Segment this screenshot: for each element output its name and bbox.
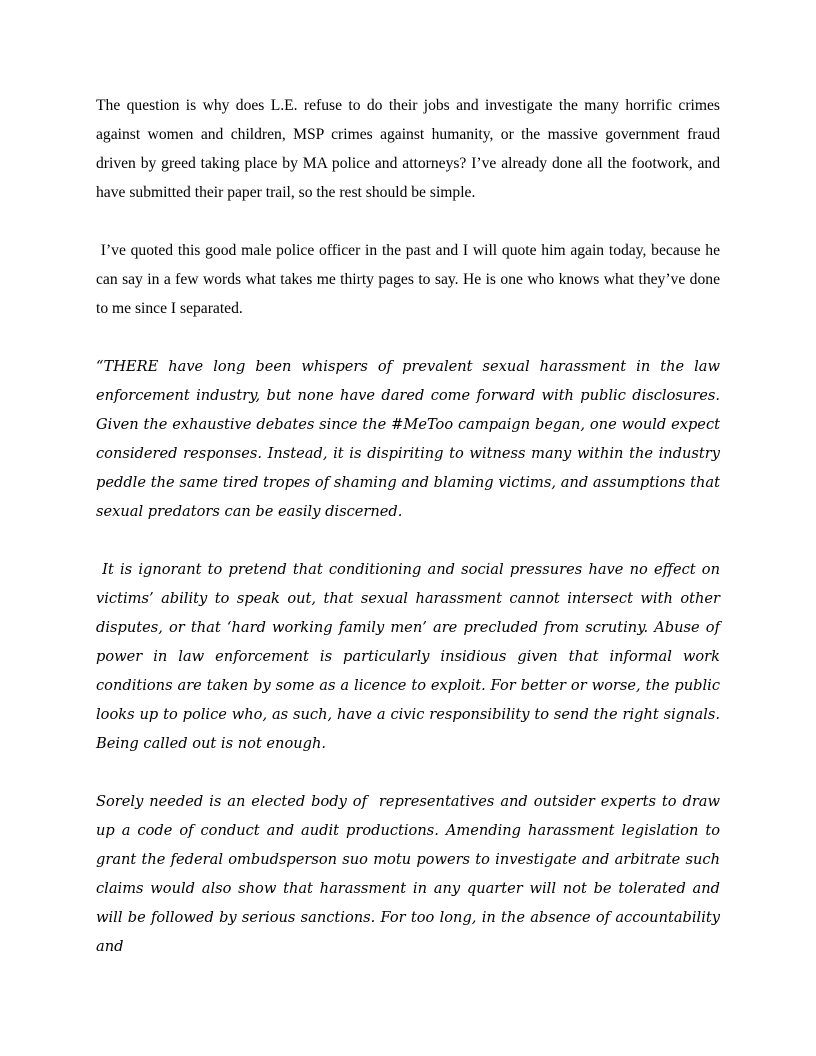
- paragraph-quote-metoo: “THERE have long been whispers of prevalent sexual harassment in the law enforcement industry, but none have dared come forward with public disclosures. Given the exhaustive debates since the #MeToo campaign began, one would expect considered responses. Instead, it is dispiriting to witness many within the industry peddle the same tired tropes of shaming and blaming victims, and assumptions that sexual predators can be easily discerned.: [96, 358, 720, 520]
- document-page: [96, 91, 720, 990]
- paragraph-quote-elected-body: Sorely needed is an elected body of representatives and outsider experts to draw up a code of conduct and audit productions. Amending harassment legislation to grant the federal ombudsperson suo motu powers to investigate and arbitrate such claims would also show that harassment in any quarter will not be tolerated and will be followed by serious sanctions. For too long, in the absence of accountability and: [96, 793, 720, 955]
- paragraph-quote-abuse-of-power: It is ignorant to pretend that conditioning and social pressures have no effect on victims’ ability to speak out, that sexual harassment cannot intersect with other disputes, or that ‘hard working family men’ are precluded from scrutiny. Abuse of power in law enforcement is particularly insidious given that informal work conditions are taken by some as a licence to exploit. For better or worse, the public looks up to police who, as such, have a civic responsibility to send the right signals. Being called out is not enough.: [96, 561, 720, 752]
- paragraph-question: The question is why does L.E. refuse to do their jobs and investigate the many horrific crimes against women and children, MSP crimes against humanity, or the massive government fraud driven by greed taking place by MA police and attorneys? I’ve already done all the footwork, and have submitted their paper trail, so the rest should be simple.: [96, 97, 720, 201]
- paragraph-officer-quote-intro: I’ve quoted this good male police officer in the past and I will quote him again today, because he can say in a few words what takes me thirty pages to say. He is one who knows what they’ve done to me since I separated.: [96, 242, 720, 317]
